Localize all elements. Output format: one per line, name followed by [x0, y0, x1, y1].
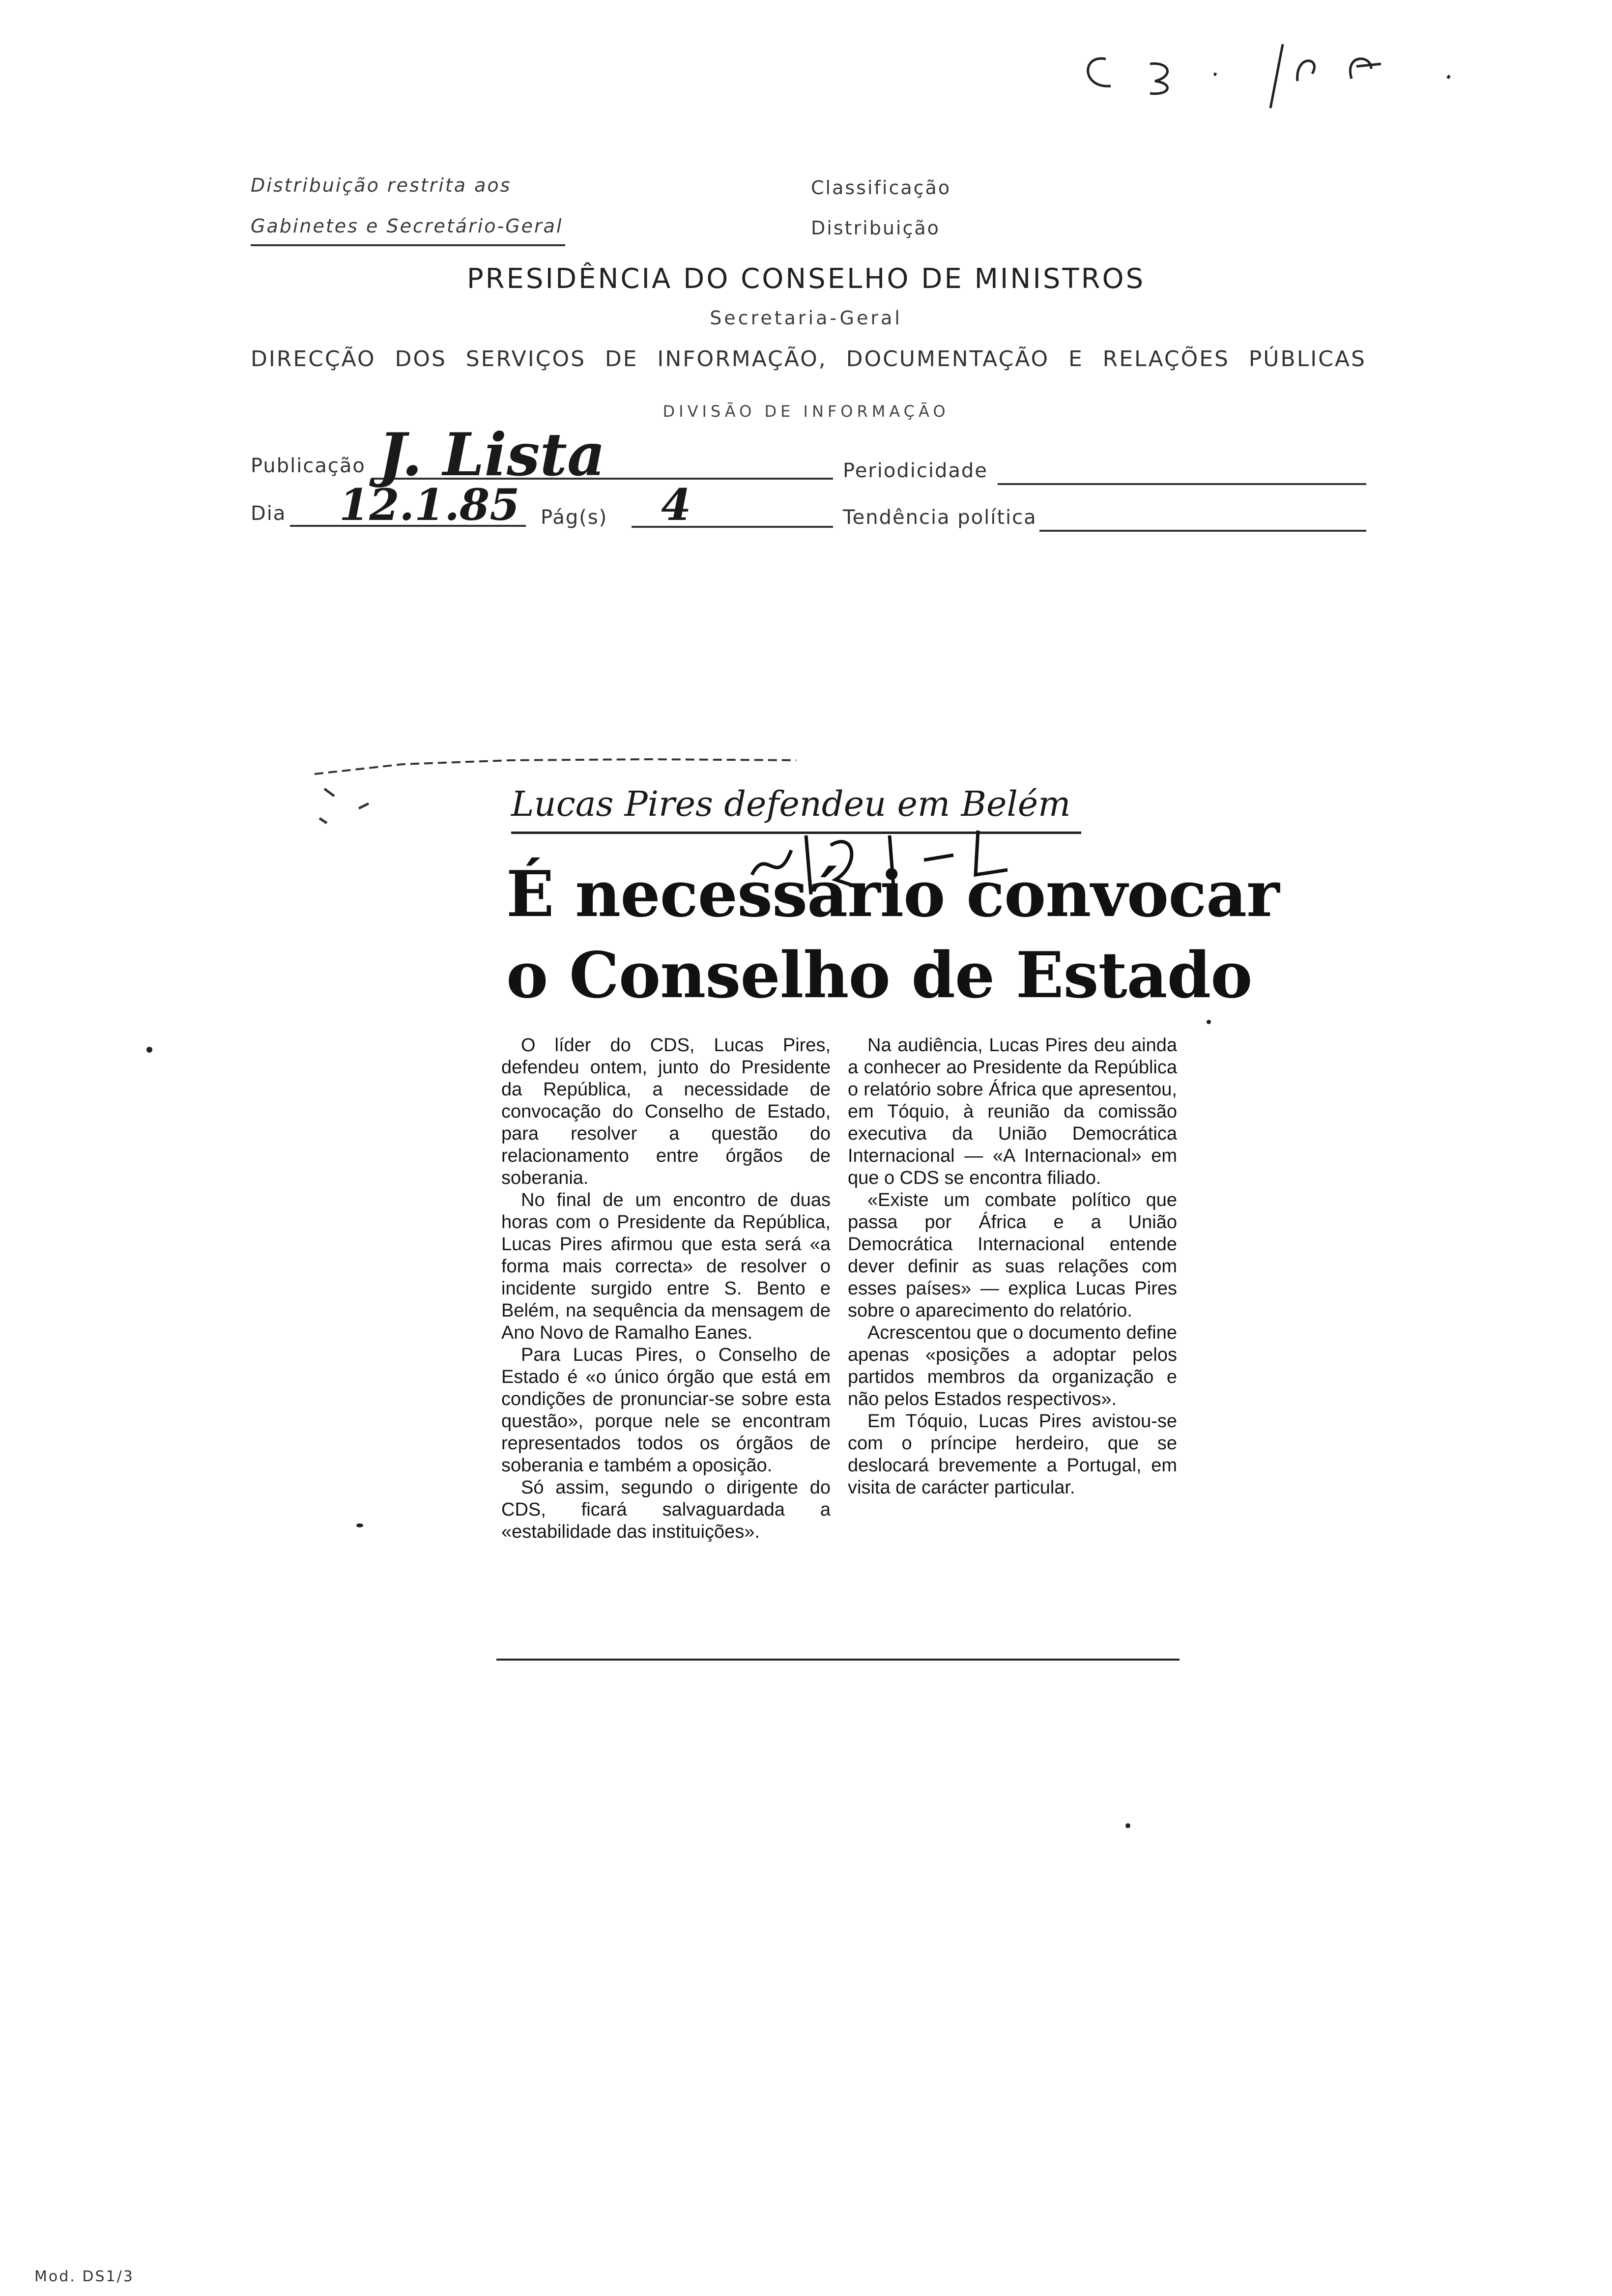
headline-line-1: É necessário convocar — [506, 858, 1279, 931]
tendency-underline — [1039, 530, 1366, 532]
directorate-word: DOCUMENTAÇÃO — [846, 346, 1050, 372]
distribution-label: Distribuição — [811, 217, 940, 239]
paragraph: O líder do CDS, Lucas Pires, defendeu ontem, junto do Presidente da República, a necessidade de convocação do Conselho de Estado, para resolver a questão do relacionamento entre órgãos de soberania. — [501, 1035, 831, 1188]
handwritten-date-scribble — [747, 816, 1032, 914]
scan-speck — [1125, 1823, 1130, 1828]
restricted-underline — [251, 244, 565, 246]
directorate-word: E — [1068, 346, 1084, 372]
division-label: DIVISÃO DE INFORMAÇÃO — [662, 402, 950, 421]
paragraph: Acrescentou que o documento define apenas «posições a adoptar pelos partidos membros da organização e não pelos Estados respectivos». — [848, 1322, 1177, 1409]
classification-label: Classificação — [811, 177, 951, 199]
paragraph: «Existe um combate político que passa por África e a União Democrática Internacional entende dever definir as suas relações com esses países» — explica Lucas Pires sobre o aparecimento do relatório. — [848, 1190, 1177, 1321]
restricted-distribution-line2: Gabinetes e Secretário-Geral — [251, 215, 563, 237]
directorate-word: PÚBLICAS — [1248, 346, 1366, 372]
day-handwritten-value: 12.1.85 — [339, 479, 520, 530]
headline-line-2: o Conselho de Estado — [506, 939, 1252, 1012]
secretariat-label: Secretaria-Geral — [710, 307, 902, 329]
scan-speck — [1207, 1020, 1211, 1024]
article-bottom-rule — [496, 1659, 1180, 1661]
directorate-word: SERVIÇOS — [465, 346, 586, 372]
scan-speck — [356, 1523, 363, 1527]
article-column-left — [501, 1034, 831, 1543]
tendency-label: Tendência política — [843, 506, 1037, 529]
directorate-word: RELAÇÕES — [1102, 346, 1230, 372]
directorate-word: DOS — [395, 346, 447, 372]
article-kicker: Lucas Pires defendeu em Belém — [511, 784, 1071, 824]
pages-handwritten-value: 4 — [661, 479, 691, 530]
day-label: Dia — [251, 502, 287, 525]
pages-label: Pág(s) — [541, 506, 608, 529]
handwritten-corner-note — [1076, 34, 1469, 113]
scan-speck — [146, 1047, 152, 1053]
paragraph: Na audiência, Lucas Pires deu ainda a conhecer ao Presidente da República o relatório sobre África que apresentou, em Tóquio, à reunião da comissão executiva da União Democrática Internacional — «A Internacional» em que o CDS se encontra filiado. — [848, 1035, 1177, 1188]
periodicity-label: Periodicidade — [843, 459, 988, 482]
restricted-distribution-line1: Distribuição restrita aos — [251, 174, 512, 196]
paragraph: Só assim, segundo o dirigente do CDS, ficará salvaguardada a «estabilidade das instituições». — [501, 1477, 831, 1542]
article-column-right — [848, 1034, 1177, 1499]
directorate-word: INFORMAÇÃO, — [657, 346, 827, 372]
directorate-word: DE — [604, 346, 638, 372]
periodicity-underline — [998, 483, 1366, 485]
paragraph: Para Lucas Pires, o Conselho de Estado é «o único órgão que está em condições de pronunciar-se sobre esta questão», porque nele se encontram representados todos os órgãos de soberania e também a oposição. — [501, 1345, 831, 1476]
publication-handwritten-value: J. Lista — [378, 420, 605, 489]
form-model-number: Mod. DS1/3 — [34, 2268, 134, 2285]
paragraph: No final de um encontro de duas horas com o Presidente da República, Lucas Pires afirmou que esta será «a forma mais correcta» de resolver o incidente surgido entre S. Bento e Belém, na sequência da mensagem de Ano Novo de Ramalho Eanes. — [501, 1190, 831, 1343]
paragraph: Em Tóquio, Lucas Pires avistou-se com o príncipe herdeiro, que se deslocará brevemente a Portugal, em visita de carácter particular. — [848, 1411, 1177, 1498]
directorate-word: DIRECÇÃO — [251, 346, 376, 372]
publication-label: Publicação — [251, 455, 366, 477]
directorate-line — [251, 346, 1366, 372]
ministry-title: PRESIDÊNCIA DO CONSELHO DE MINISTROS — [466, 263, 1146, 295]
